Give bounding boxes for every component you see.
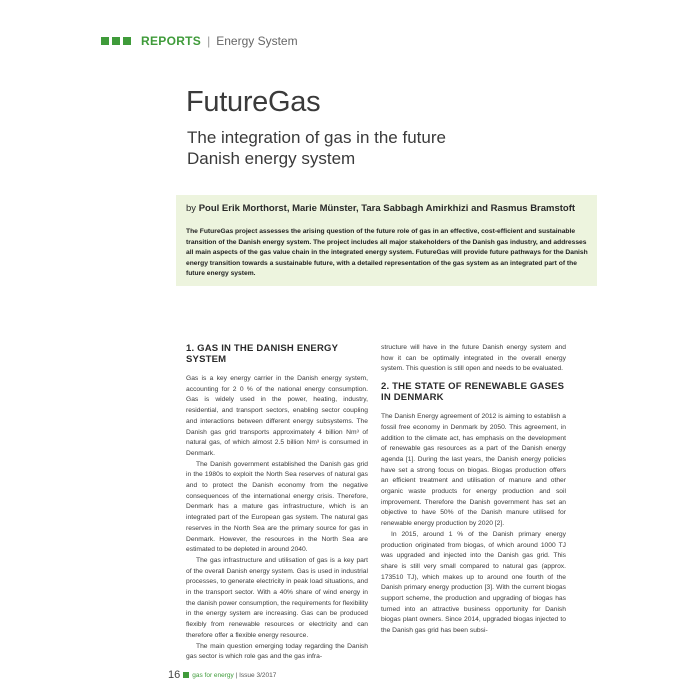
byline-by: by — [186, 203, 197, 214]
square-icon — [112, 37, 120, 45]
page-number: 16 — [168, 669, 181, 681]
magazine-name: gas for energy — [192, 671, 234, 679]
byline — [186, 203, 575, 214]
authors: Poul Erik Morthorst, Marie Münster, Tara Sabbagh Amirkhizi and Rasmus Bramstoft — [198, 203, 576, 214]
header-divider: | — [207, 34, 211, 48]
subtitle-line: The integration of gas in the future — [187, 128, 446, 147]
paragraph: The Danish government established the Danish gas grid in the 1980s to exploit the North Sea reserves of natural gas and to protect the Danish economy from the negative consequences of the international energy crisis. Therefore, Denmark has a mature gas infrastructure, which is an integrated part of the European gas system. The natural gas reserves in the North Sea are the primary source for gas in Denmark. However, the resources in the North Sea are estimated to be depleted in around 2040. — [186, 460, 368, 554]
abstract-text: The FutureGas project assesses the arising question of the future role of gas in an effective, cost-efficient and sustainable transition of the Danish energy system. The project includes all major stakeholders of the Danish gas industry, and addresses all main aspects of the gas value chain in the integrated energy system. FutureGas will provide future pathways for the Danish energy transition towards a sustainable future, with a detailed representation of the gas system as an integrated part of the future energy system. — [186, 228, 588, 277]
column-right — [381, 343, 566, 637]
section-label: REPORTS — [141, 34, 202, 48]
paragraph: The main question emerging today regarding the Danish gas sector is which role gas and the gas infra- — [186, 642, 368, 661]
section-header — [101, 34, 298, 48]
article-title: FutureGas — [186, 86, 321, 118]
square-icon — [123, 37, 131, 45]
section-heading: 1. GAS IN THE DANISH ENERGY SYSTEM — [186, 343, 338, 365]
square-icon — [183, 672, 189, 678]
paragraph: structure will have in the future Danish energy system and how it can be optimally integrated in the overall energy system. This question is still open and needs to be evaluated. — [381, 344, 566, 373]
paragraph: The gas infrastructure and utilisation of gas is a key part of the overall Danish energy system. Gas is used in industrial processes, to generate electricity in peak load situations, and in the transport sector. With a 40% share of wind energy in the danish power consumption, the requirements for flexibility in the energy system are increasing. Gas can be produced flexibly from renewable resources or electricity and can therefore offer a flexible energy resource. — [186, 556, 368, 639]
square-icon — [101, 37, 109, 45]
subtitle-line: Danish energy system — [187, 149, 356, 168]
page-footer — [168, 669, 276, 681]
issue-label: | Issue 3/2017 — [235, 671, 277, 679]
topic-label: Energy System — [216, 34, 298, 48]
paragraph: Gas is a key energy carrier in the Danish energy system, accounting for 2 0 % of the national energy consumption. Gas is widely used in the power, heating, industry, residential, and transport sectors, enabling sector coupling and interactions between different energy subsystems. The Danish gas grid transports approximately 4 billion Nm³ of natural gas, of which almost 2.5 billion Nm³ is consumed in Denmark. — [186, 375, 368, 457]
section-heading: 2. THE STATE OF RENEWABLE GASES IN DENMARK — [381, 381, 565, 404]
paragraph: The Danish Energy agreement of 2012 is aiming to establish a fossil free economy in Denmark by 2050. This agreement, in addition to the climate act, has emphasis on the development of renewable gas resources as a part of the Danish energy agenda [1]. During the last years, the Danish energy policies have set a strong focus on biogas. Biogas production offers an efficient treatment and utilisation of manure and other organic waste products for energy production and soil improvement. Therefore the Danish government has set an objective to have 50% of the Danish manure utilised for renewable energy production by 2020 [2]. — [381, 413, 566, 528]
magazine-info — [192, 672, 276, 679]
column-left — [186, 343, 368, 663]
article-subtitle — [187, 127, 446, 169]
paragraph: In 2015, around 1 % of the Danish primary energy production originated from biogas, of which around 1000 TJ was upgraded and injected into the Danish gas grid. This share is still very small compared to natural gas (approx. 173510 TJ), which makes up to around one fourth of the Danish primary energy production [3]. With the current biogas support scheme, the production and upgrading of biogas has turned into an attractive business opportunity for Danish biogas plant owners. Since 2014, upgraded biogas injected to the Danish gas grid has been subsi- — [381, 530, 566, 635]
